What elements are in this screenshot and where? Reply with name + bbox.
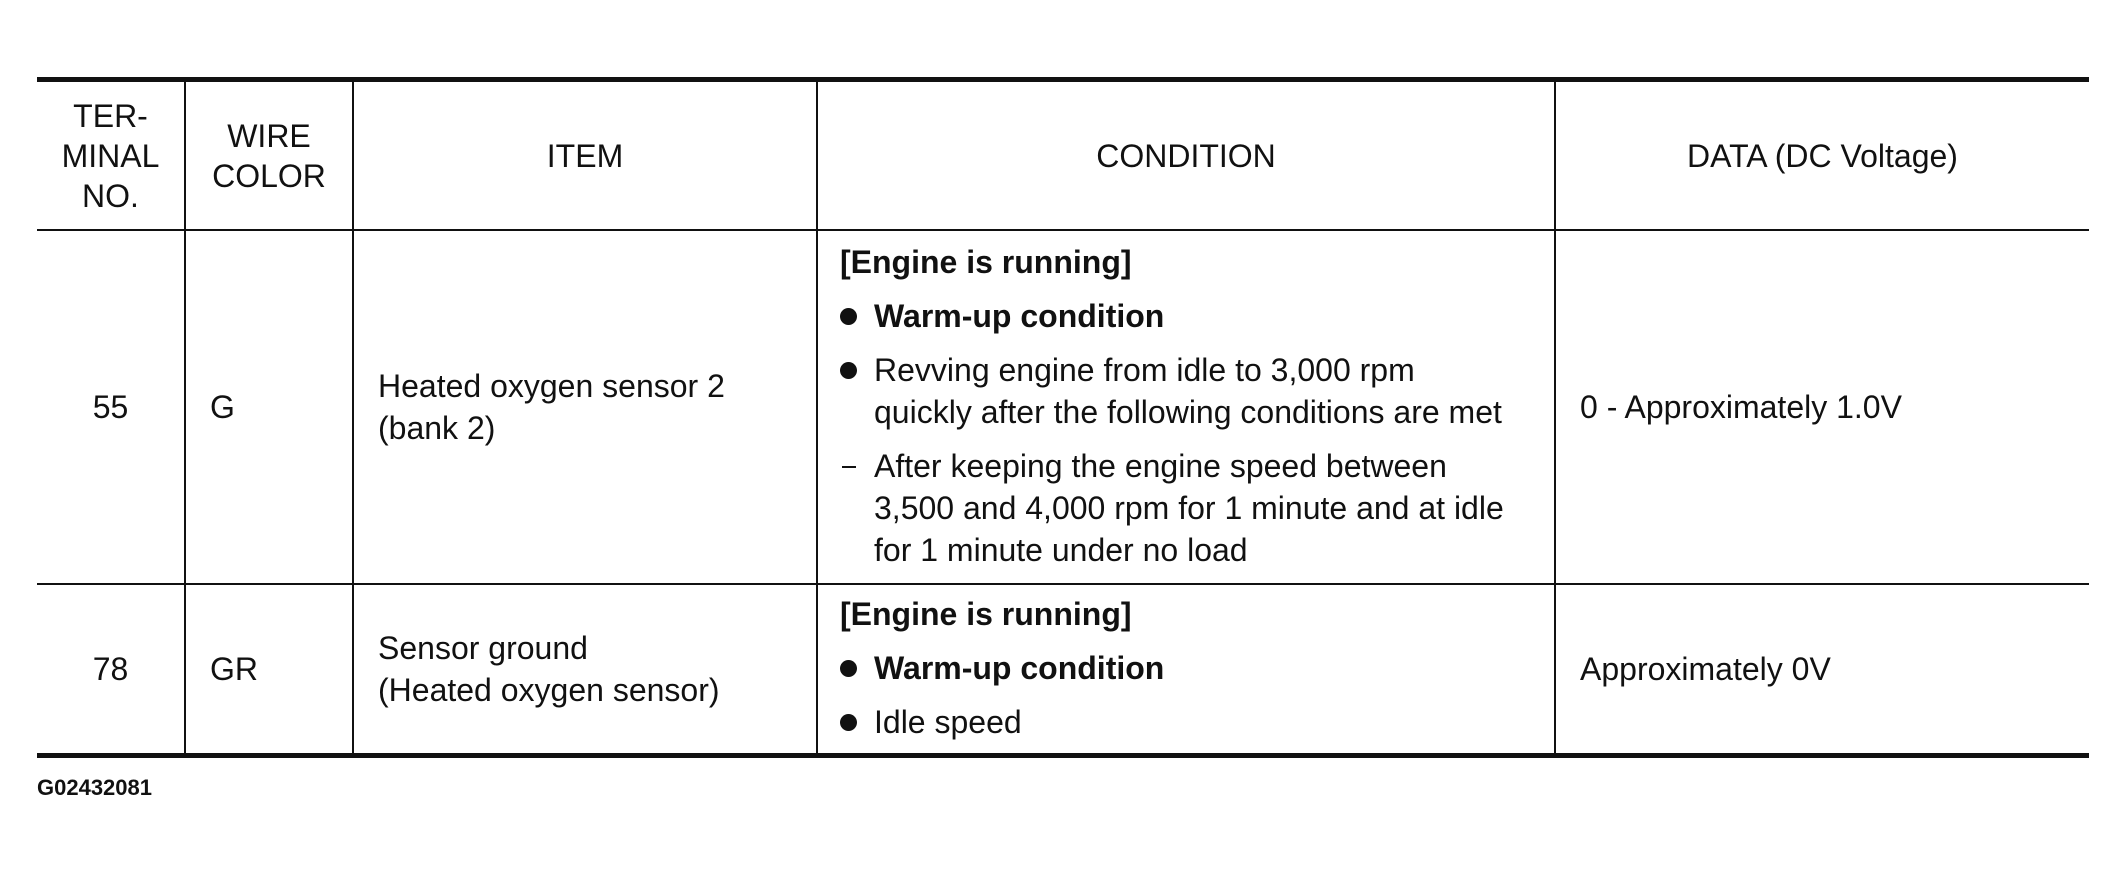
condition-text: Idle speed <box>874 704 1022 740</box>
header-terminal-no: TER- MINAL NO. <box>37 80 185 231</box>
bullet-icon <box>840 660 857 677</box>
bullet-icon <box>840 308 857 325</box>
table-header-row <box>37 80 2089 231</box>
table-row <box>37 230 2089 584</box>
condition-item <box>840 295 1546 337</box>
condition-text: After keeping the engine speed between 3,500 and 4,000 rpm for 1 minute and at idle for 1 minute under no load <box>874 448 1504 568</box>
figure-id: G02432081 <box>37 775 152 800</box>
condition-heading: [Engine is running] <box>840 244 1132 280</box>
data-value-cell: Approximately 0V <box>1555 584 2089 756</box>
condition-text: Warm-up condition <box>874 298 1165 334</box>
item-cell: Sensor ground (Heated oxygen sensor) <box>353 584 817 756</box>
wire-color-cell: G <box>185 230 353 584</box>
header-data: DATA (DC Voltage) <box>1555 80 2089 231</box>
wire-color-cell: GR <box>185 584 353 756</box>
condition-text: Revving engine from idle to 3,000 rpm quickly after the following conditions are met <box>874 352 1502 430</box>
header-wire-color: WIRE COLOR <box>185 80 353 231</box>
condition-item <box>840 445 1546 571</box>
condition-cell <box>817 230 1555 584</box>
condition-text: Warm-up condition <box>874 650 1165 686</box>
condition-item <box>840 349 1546 433</box>
item-cell: Heated oxygen sensor 2 (bank 2) <box>353 230 817 584</box>
condition-heading: [Engine is running] <box>840 596 1132 632</box>
dash-icon <box>842 466 856 468</box>
table-row <box>37 584 2089 756</box>
bullet-icon <box>840 362 857 379</box>
data-value-cell: 0 - Approximately 1.0V <box>1555 230 2089 584</box>
header-item: ITEM <box>353 80 817 231</box>
condition-cell <box>817 584 1555 756</box>
terminal-cell: 78 <box>37 584 185 756</box>
header-condition: CONDITION <box>817 80 1555 231</box>
terminal-data-table-container <box>37 77 2089 758</box>
condition-item <box>840 701 1546 743</box>
terminal-cell: 55 <box>37 230 185 584</box>
terminal-data-table <box>37 77 2089 758</box>
condition-item <box>840 647 1546 689</box>
bullet-icon <box>840 714 857 731</box>
